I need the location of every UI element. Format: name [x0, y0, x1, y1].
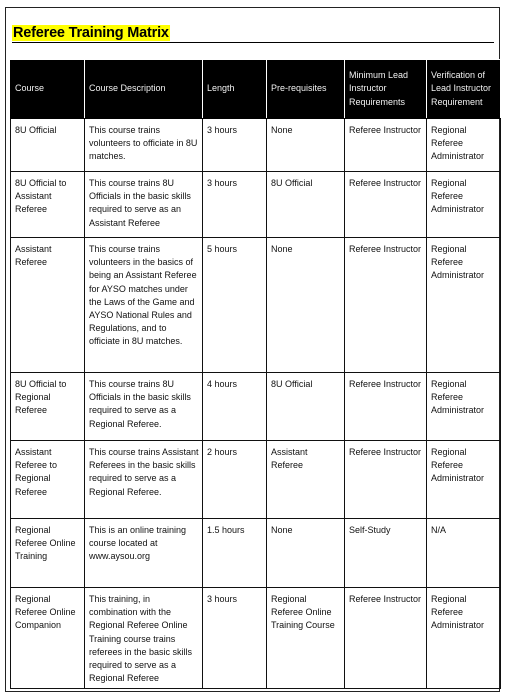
course-cell: 8U Official: [11, 119, 85, 172]
course-cell: Assistant Referee: [11, 238, 85, 373]
length-cell: 1.5 hours: [203, 519, 267, 588]
header-length: Length: [203, 60, 267, 119]
verification-cell: Regional Referee Administrator: [427, 172, 501, 238]
header-course-description: Course Description: [85, 60, 203, 119]
table-row: [11, 238, 501, 373]
prerequisites-cell: Assistant Referee: [267, 441, 345, 519]
table-row: [11, 588, 501, 689]
course-cell: Regional Referee Online Training: [11, 519, 85, 588]
description-cell: This course trains volunteers in the basics of being an Assistant Referee for AYSO matches under the Laws of the Game and AYSO National Rules and Regulations, and to officiate in 8U matches.: [85, 238, 203, 373]
verification-cell: Regional Referee Administrator: [427, 441, 501, 519]
header-prerequisites: Pre-requisites: [267, 60, 345, 119]
description-cell: This course trains Assistant Referees in the basic skills required to serve as a Regional Referee.: [85, 441, 203, 519]
table-row: [11, 373, 501, 441]
description-cell: This course trains 8U Officials in the basic skills required to serve as a Regional Referee.: [85, 373, 203, 441]
prerequisites-cell: Regional Referee Online Training Course: [267, 588, 345, 689]
table-row: [11, 441, 501, 519]
length-cell: 3 hours: [203, 119, 267, 172]
verification-cell: Regional Referee Administrator: [427, 119, 501, 172]
header-instructor-requirements: Minimum Lead Instructor Requirements: [345, 60, 427, 119]
prerequisites-cell: 8U Official: [267, 172, 345, 238]
length-cell: 3 hours: [203, 172, 267, 238]
course-cell: 8U Official to Regional Referee: [11, 373, 85, 441]
length-cell: 2 hours: [203, 441, 267, 519]
verification-cell: N/A: [427, 519, 501, 588]
header-course: Course: [11, 60, 85, 119]
table-row: [11, 519, 501, 588]
header-row: [11, 60, 501, 119]
verification-cell: Regional Referee Administrator: [427, 238, 501, 373]
instructor-cell: Referee Instructor: [345, 119, 427, 172]
title-underline: [12, 42, 494, 43]
instructor-cell: Referee Instructor: [345, 238, 427, 373]
course-cell: 8U Official to Assistant Referee: [11, 172, 85, 238]
verification-cell: Regional Referee Administrator: [427, 373, 501, 441]
description-cell: This course trains 8U Officials in the basic skills required to serve as an Assistant Referee: [85, 172, 203, 238]
prerequisites-cell: 8U Official: [267, 373, 345, 441]
course-cell: Regional Referee Online Companion: [11, 588, 85, 689]
verification-cell: Regional Referee Administrator: [427, 588, 501, 689]
table-row: [11, 172, 501, 238]
prerequisites-cell: None: [267, 519, 345, 588]
prerequisites-cell: None: [267, 238, 345, 373]
title-wrap: [12, 24, 170, 42]
length-cell: 3 hours: [203, 588, 267, 689]
training-matrix-table: [10, 59, 501, 689]
instructor-cell: Self-Study: [345, 519, 427, 588]
instructor-cell: Referee Instructor: [345, 441, 427, 519]
instructor-cell: Referee Instructor: [345, 588, 427, 689]
instructor-cell: Referee Instructor: [345, 172, 427, 238]
document-page: [5, 7, 500, 692]
length-cell: 5 hours: [203, 238, 267, 373]
course-cell: Assistant Referee to Regional Referee: [11, 441, 85, 519]
instructor-cell: Referee Instructor: [345, 373, 427, 441]
description-cell: This course trains volunteers to officiate in 8U matches.: [85, 119, 203, 172]
page-title: Referee Training Matrix: [13, 25, 169, 41]
description-cell: This training, in combination with the Regional Referee Online Training course trains referees in the basic skills required to serve as a Regional Referee: [85, 588, 203, 689]
length-cell: 4 hours: [203, 373, 267, 441]
header-verification: Verification of Lead Instructor Requirement: [427, 60, 501, 119]
table-row: [11, 119, 501, 172]
prerequisites-cell: None: [267, 119, 345, 172]
description-cell: This is an online training course located at www.aysou.org: [85, 519, 203, 588]
